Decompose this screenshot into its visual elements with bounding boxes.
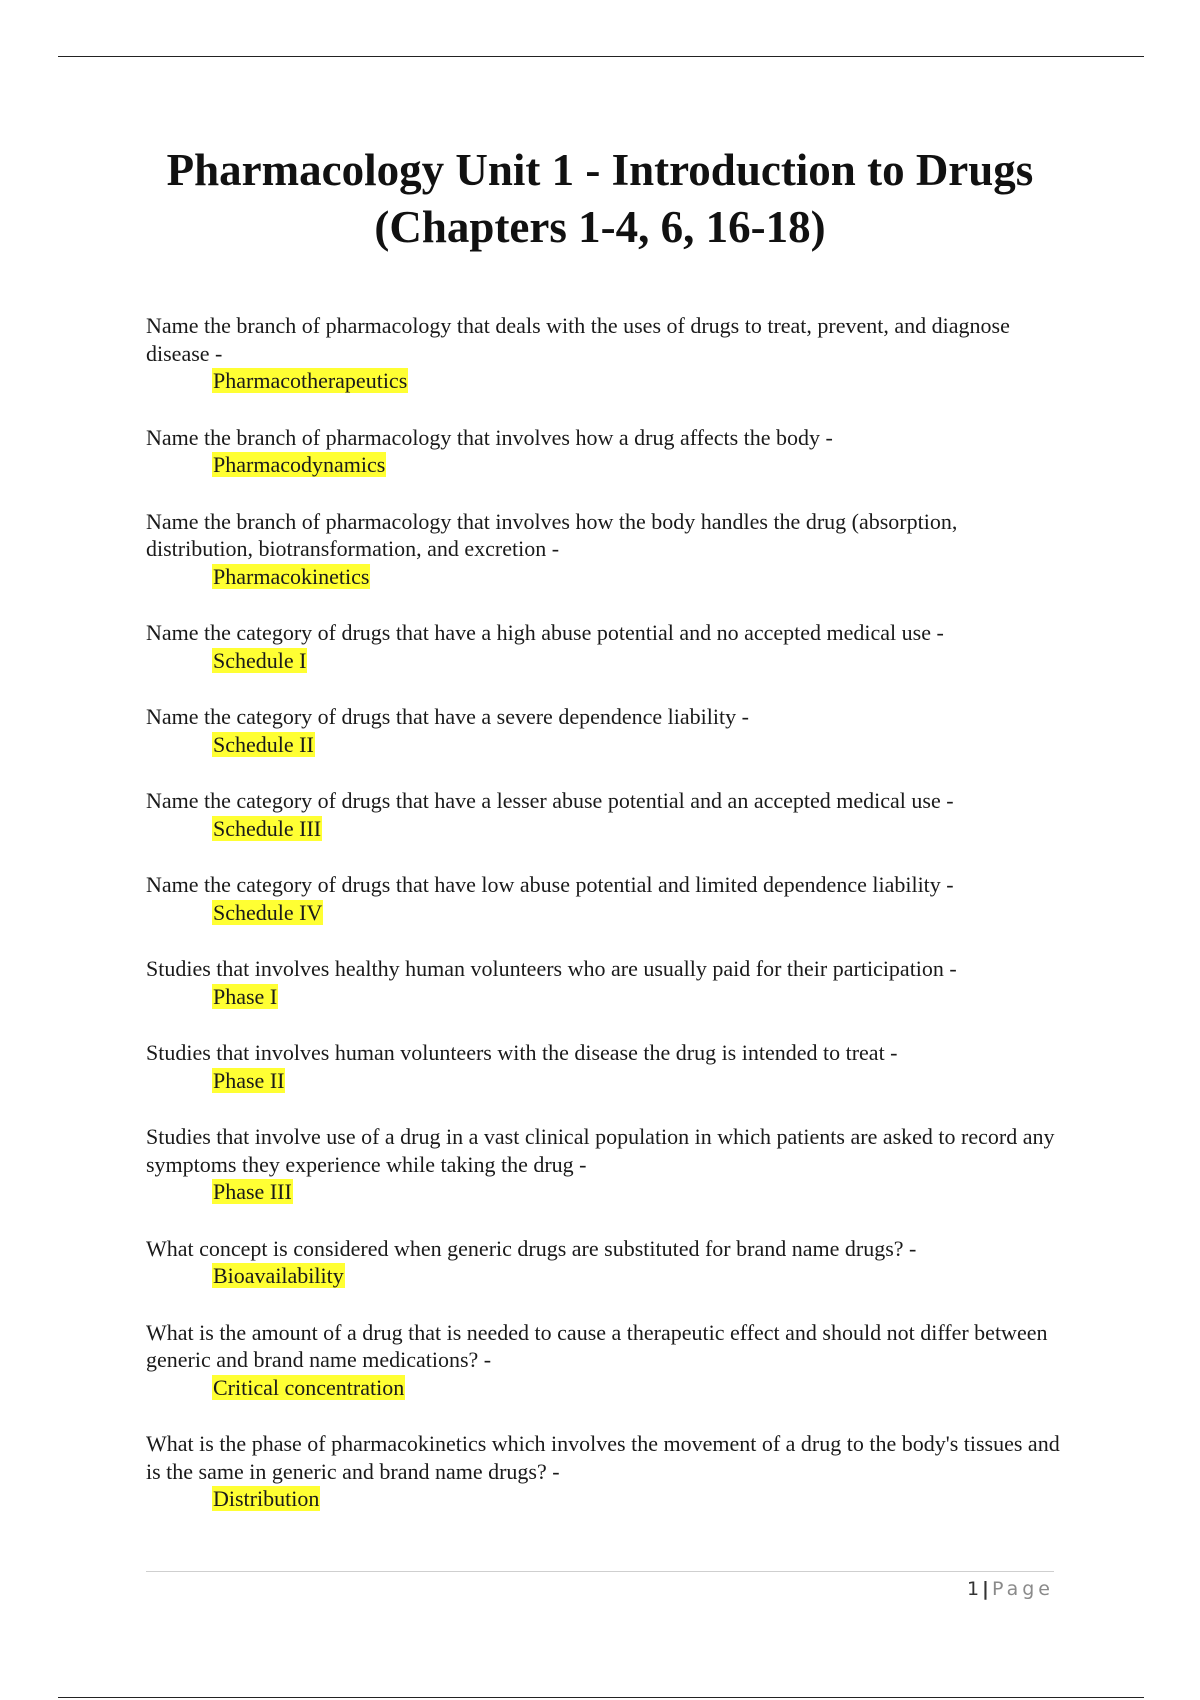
answer-line (212, 367, 1066, 395)
answer-line (212, 1374, 1066, 1402)
qa-item (146, 703, 1066, 758)
answer-line (212, 1067, 1066, 1095)
question-text: Studies that involves human volunteers with the disease the drug is intended to treat - (146, 1040, 898, 1065)
question-text: Name the category of drugs that have a lesser abuse potential and an accepted medical use - (146, 788, 954, 813)
highlighted-answer: Phase I (213, 983, 278, 1009)
highlighted-answer: Schedule I (213, 647, 307, 673)
question-text: What concept is considered when generic drugs are substituted for brand name drugs? - (146, 1235, 917, 1261)
highlighted-answer: Schedule II (213, 731, 314, 757)
highlighted-answer: Pharmacotherapeutics (213, 368, 408, 393)
qa-item (146, 1039, 1066, 1094)
qa-item (146, 312, 1066, 395)
page-label: Page (992, 1578, 1054, 1600)
qa-item (146, 787, 1066, 842)
answer-line (212, 815, 1066, 843)
qa-list (146, 312, 1066, 1513)
footer-rule (146, 1571, 1054, 1572)
qa-item (146, 1319, 1066, 1402)
question-text: Name the branch of pharmacology that deals with the uses of drugs to treat, prevent, and diagnose disease - (146, 313, 1010, 366)
page-number-value: 1 (966, 1578, 980, 1600)
highlighted-answer: Bioavailability (213, 1263, 344, 1288)
question-text: Name the branch of pharmacology that involves how the body handles the drug (absorption, distribution, biotransformation, and excretion - (146, 508, 958, 561)
qa-item (146, 955, 1066, 1010)
answer-line (212, 731, 1066, 759)
answer-line (212, 983, 1066, 1011)
header-rule (58, 56, 1144, 57)
qa-item (146, 508, 1066, 591)
question-text: Studies that involves healthy human volunteers who are usually paid for their participation - (146, 956, 957, 981)
page-separator: | (982, 1578, 989, 1600)
answer-line (212, 647, 1066, 675)
question-text: Name the category of drugs that have a severe dependence liability - (146, 704, 749, 729)
question-text: Studies that involve use of a drug in a vast clinical population in which patients are asked to record any symptoms they experience while taking the drug - (146, 1124, 1055, 1177)
highlighted-answer: Phase III (213, 1179, 292, 1204)
highlighted-answer: Distribution (213, 1486, 320, 1511)
page-title: Pharmacology Unit 1 - Introduction to Drugs (Chapters 1-4, 6, 16-18) (166, 145, 1034, 252)
bottom-rule (58, 1697, 1144, 1698)
page-number (880, 1577, 1054, 1601)
highlighted-answer: Critical concentration (213, 1374, 405, 1400)
question-text: Name the category of drugs that have low abuse potential and limited dependence liability - (146, 872, 954, 897)
answer-line (212, 1485, 1066, 1513)
highlighted-answer: Pharmacokinetics (213, 563, 370, 589)
answer-line (212, 1262, 1066, 1290)
question-text: Name the category of drugs that have a high abuse potential and no accepted medical use - (146, 620, 944, 645)
highlighted-answer: Schedule IV (213, 899, 323, 925)
question-text: Name the branch of pharmacology that involves how a drug affects the body - (146, 424, 833, 450)
question-text: What is the phase of pharmacokinetics which involves the movement of a drug to the body's tissues and is the same in generic and brand name drugs? - (146, 1431, 1060, 1484)
qa-item (146, 1235, 1066, 1290)
answer-line (212, 1178, 1066, 1206)
highlighted-answer: Phase II (213, 1067, 285, 1093)
answer-line (212, 899, 1066, 927)
qa-item (146, 871, 1066, 926)
highlighted-answer: Schedule III (213, 815, 322, 841)
question-text: What is the amount of a drug that is needed to cause a therapeutic effect and should not differ between generic and brand name medications? - (146, 1319, 1048, 1372)
highlighted-answer: Pharmacodynamics (213, 452, 386, 477)
qa-item (146, 424, 1066, 479)
qa-item (146, 1430, 1066, 1513)
answer-line (212, 451, 1066, 479)
qa-item (146, 1123, 1066, 1206)
qa-item (146, 619, 1066, 674)
answer-line (212, 563, 1066, 591)
